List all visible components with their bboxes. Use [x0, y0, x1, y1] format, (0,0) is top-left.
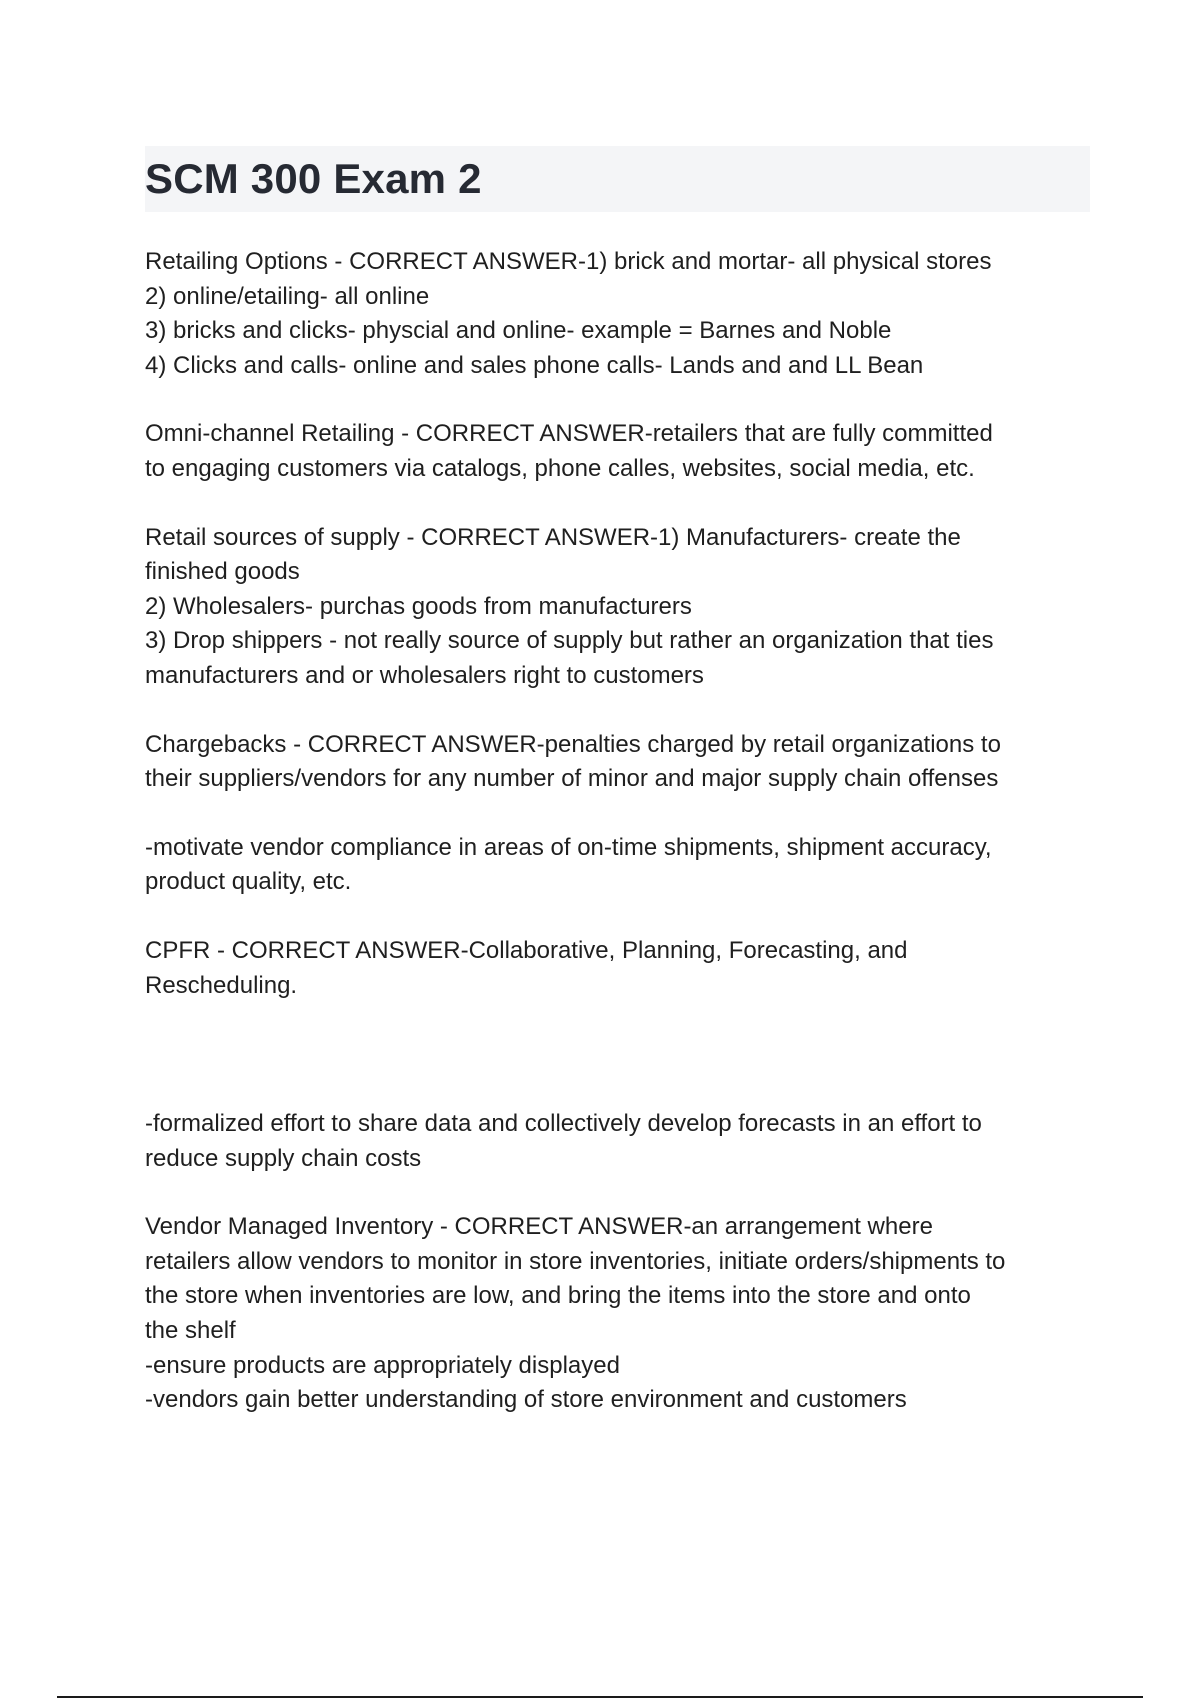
entry-line: to engaging customers via catalogs, phone calles, websites, social media, etc. — [145, 454, 975, 482]
entry-text — [145, 521, 1090, 694]
document-page — [145, 146, 1090, 1452]
entry-line: finished goods — [145, 558, 300, 586]
entry-line: Omni-channel Retailing - CORRECT ANSWER-retailers that are fully committed — [145, 420, 993, 448]
entry-omni-channel-retailing — [145, 417, 1090, 486]
entry-cpfr — [145, 934, 1090, 1176]
entry-text — [145, 417, 1090, 486]
entry-chargebacks — [145, 728, 1090, 900]
entry-note-line: -motivate vendor compliance in areas of on-time shipments, shipment accuracy, — [145, 833, 992, 861]
entry-line: 4) Clicks and calls- online and sales phone calls- Lands and and LL Bean — [145, 351, 924, 379]
entry-line: 3) bricks and clicks- physcial and online- example = Barnes and Noble — [145, 317, 892, 345]
entry-line: manufacturers and or wholesalers right to customers — [145, 661, 704, 689]
entry-line: 2) online/etailing- all online — [145, 282, 430, 310]
entry-line: 2) Wholesalers- purchas goods from manufacturers — [145, 592, 692, 620]
entry-line: Vendor Managed Inventory - CORRECT ANSWER-an arrangement where — [145, 1213, 933, 1241]
entry-line: CPFR - CORRECT ANSWER-Collaborative, Planning, Forecasting, and — [145, 936, 908, 964]
entry-text — [145, 728, 1090, 797]
entry-note — [145, 1107, 1090, 1176]
entry-vendor-managed-inventory — [145, 1210, 1090, 1418]
entry-note-line: product quality, etc. — [145, 868, 352, 896]
footer-divider — [57, 1696, 1143, 1698]
entry-line: Rescheduling. — [145, 971, 298, 999]
entry-retailing-options — [145, 245, 1090, 383]
entry-line: -vendors gain better understanding of store environment and customers — [145, 1386, 907, 1414]
entry-retail-sources-of-supply — [145, 521, 1090, 694]
flashcard-list — [145, 245, 1090, 1418]
entry-text — [145, 934, 1090, 1003]
entry-line: retailers allow vendors to monitor in store inventories, initiate orders/shipments to — [145, 1247, 1006, 1275]
entry-note-line: reduce supply chain costs — [145, 1144, 422, 1172]
entry-text — [145, 1210, 1090, 1418]
entry-line: Chargebacks - CORRECT ANSWER-penalties charged by retail organizations to — [145, 730, 1001, 758]
entry-text — [145, 245, 1090, 383]
page-title: SCM 300 Exam 2 — [145, 155, 482, 202]
entry-line: -ensure products are appropriately displayed — [145, 1351, 620, 1379]
entry-line: the shelf — [145, 1317, 236, 1345]
title-banner — [145, 146, 1090, 212]
entry-line: the store when inventories are low, and bring the items into the store and onto — [145, 1282, 971, 1310]
entry-line: Retailing Options - CORRECT ANSWER-1) brick and mortar- all physical stores — [145, 248, 992, 275]
entry-note-line: -formalized effort to share data and collectively develop forecasts in an effort to — [145, 1110, 982, 1138]
entry-note — [145, 831, 1090, 900]
entry-line: Retail sources of supply - CORRECT ANSWER-1) Manufacturers- create the — [145, 523, 961, 551]
entry-line: 3) Drop shippers - not really source of supply but rather an organization that ties — [145, 627, 994, 655]
entry-line: their suppliers/vendors for any number of minor and major supply chain offenses — [145, 765, 999, 793]
